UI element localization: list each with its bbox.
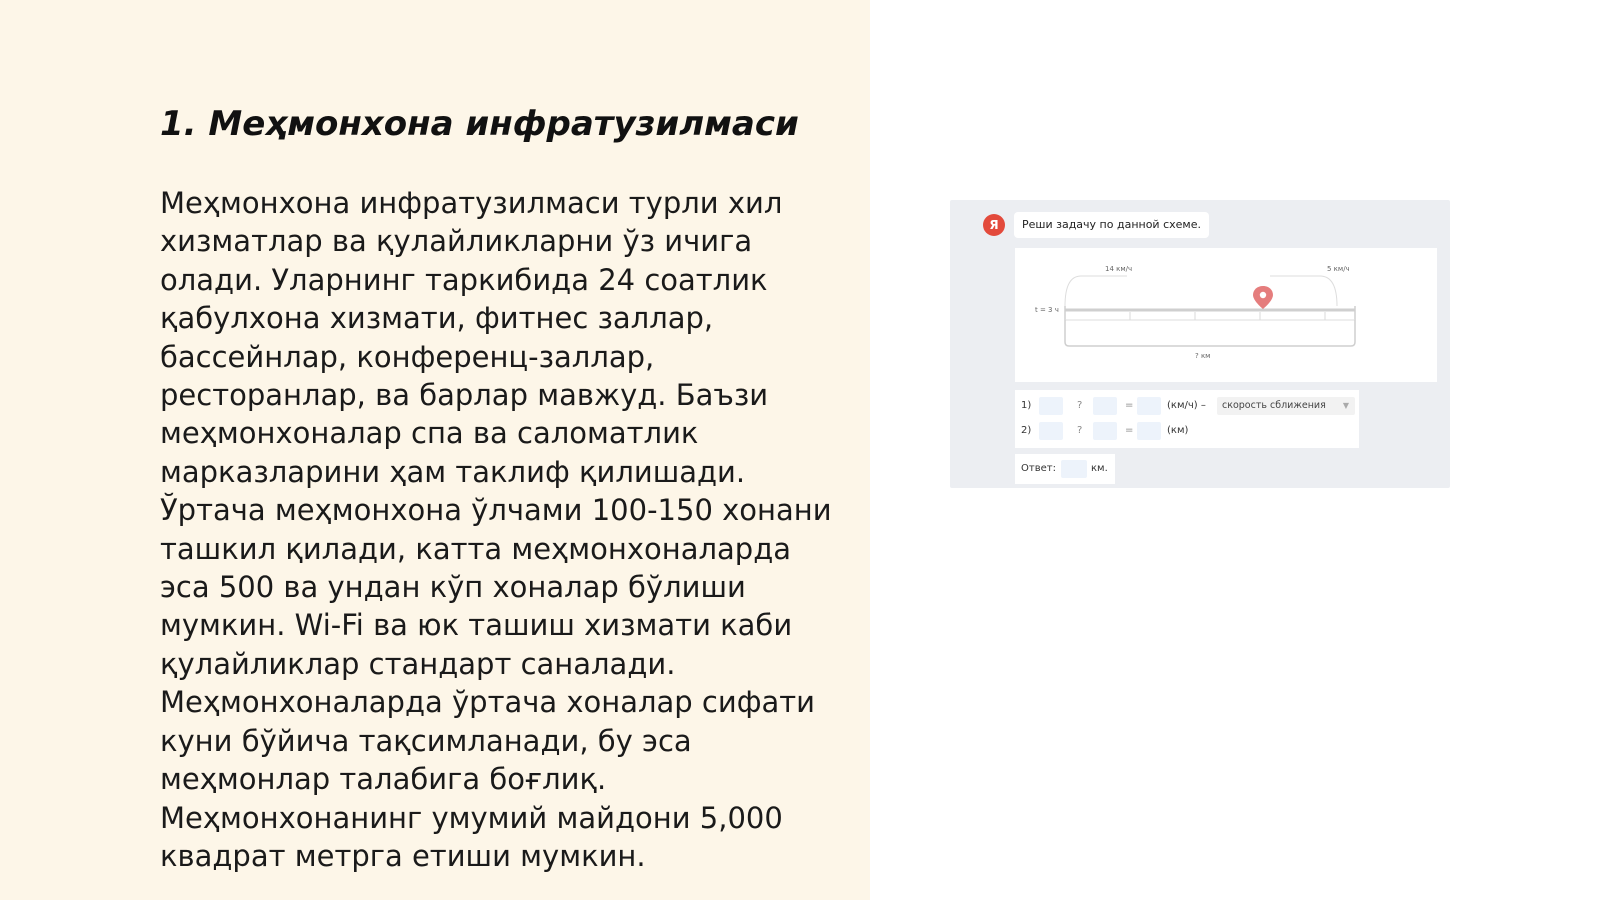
yandex-logo-icon: Я: [983, 214, 1005, 236]
scheme-diagram: [1015, 248, 1437, 382]
answer-panel: [1015, 454, 1115, 484]
operator-select[interactable]: ?: [1077, 425, 1083, 436]
time-label: t = 3 ч: [1035, 306, 1059, 314]
quantity-select-value: скорость сближения: [1222, 400, 1326, 411]
unit-label: (км): [1167, 425, 1189, 436]
equals-sign: =: [1125, 425, 1134, 436]
result-input[interactable]: [1137, 397, 1161, 415]
operand-input[interactable]: [1093, 397, 1117, 415]
speed-right-label: 5 км/ч: [1327, 265, 1350, 273]
equation-number: 2): [1021, 425, 1032, 436]
distance-label: ? км: [1195, 352, 1211, 360]
operand-input[interactable]: [1093, 422, 1117, 440]
unit-label: (км/ч) –: [1167, 400, 1206, 411]
task-screenshot: [950, 200, 1450, 488]
equals-sign: =: [1125, 400, 1134, 411]
equation-number: 1): [1021, 400, 1032, 411]
right-arc: [1270, 276, 1337, 306]
operand-input[interactable]: [1039, 397, 1063, 415]
slide-body-text: Меҳмонхона инфратузилмаси турли хил хизматлар ва қулайликларни ўз ичига олади. Уларнинг таркибида 24 соатлик қабулхона хизмати, фитнес заллар, бассейнлар, конференц-заллар, ресторанлар, ва барлар мавжуд. Баъзи меҳмонхоналар спа ва саломатлик марказларини ҳам таклиф қилишади. Ўртача меҳмонхона ўлчами 100-150 хонани ташкил қилади, катта меҳмонхоналарда эса 500 ва ундан кўп хоналар бўлиши мумкин. Wi-Fi ва юк ташиш хизмати каби қулайликлар стандарт саналади. Меҳмонхоналарда ўртача хоналар сифати куни бўйича тақсимланади, бу эса меҳмонлар талабига боғлиқ. Меҳмонхонанинг умумий майдони 5,000 квадрат метрга етиши мумкин.: [160, 186, 832, 873]
speed-left-label: 14 км/ч: [1105, 265, 1133, 273]
slide-heading: 1. Меҳмонхона инфратузилмаси: [160, 104, 799, 144]
left-arc: [1065, 276, 1127, 306]
location-pin-icon: [1253, 286, 1273, 309]
answer-label: Ответ:: [1021, 463, 1056, 474]
quantity-select[interactable]: [1217, 397, 1355, 415]
operand-input[interactable]: [1039, 422, 1063, 440]
answer-unit: км.: [1091, 463, 1108, 474]
chevron-down-icon: ▼: [1342, 401, 1349, 410]
result-input[interactable]: [1137, 422, 1161, 440]
equations-panel: [1015, 390, 1359, 448]
distance-bracket: [1065, 320, 1355, 346]
operator-select[interactable]: ?: [1077, 400, 1083, 411]
task-prompt: Реши задачу по данной схеме.: [1014, 212, 1209, 238]
answer-input[interactable]: [1061, 460, 1087, 478]
